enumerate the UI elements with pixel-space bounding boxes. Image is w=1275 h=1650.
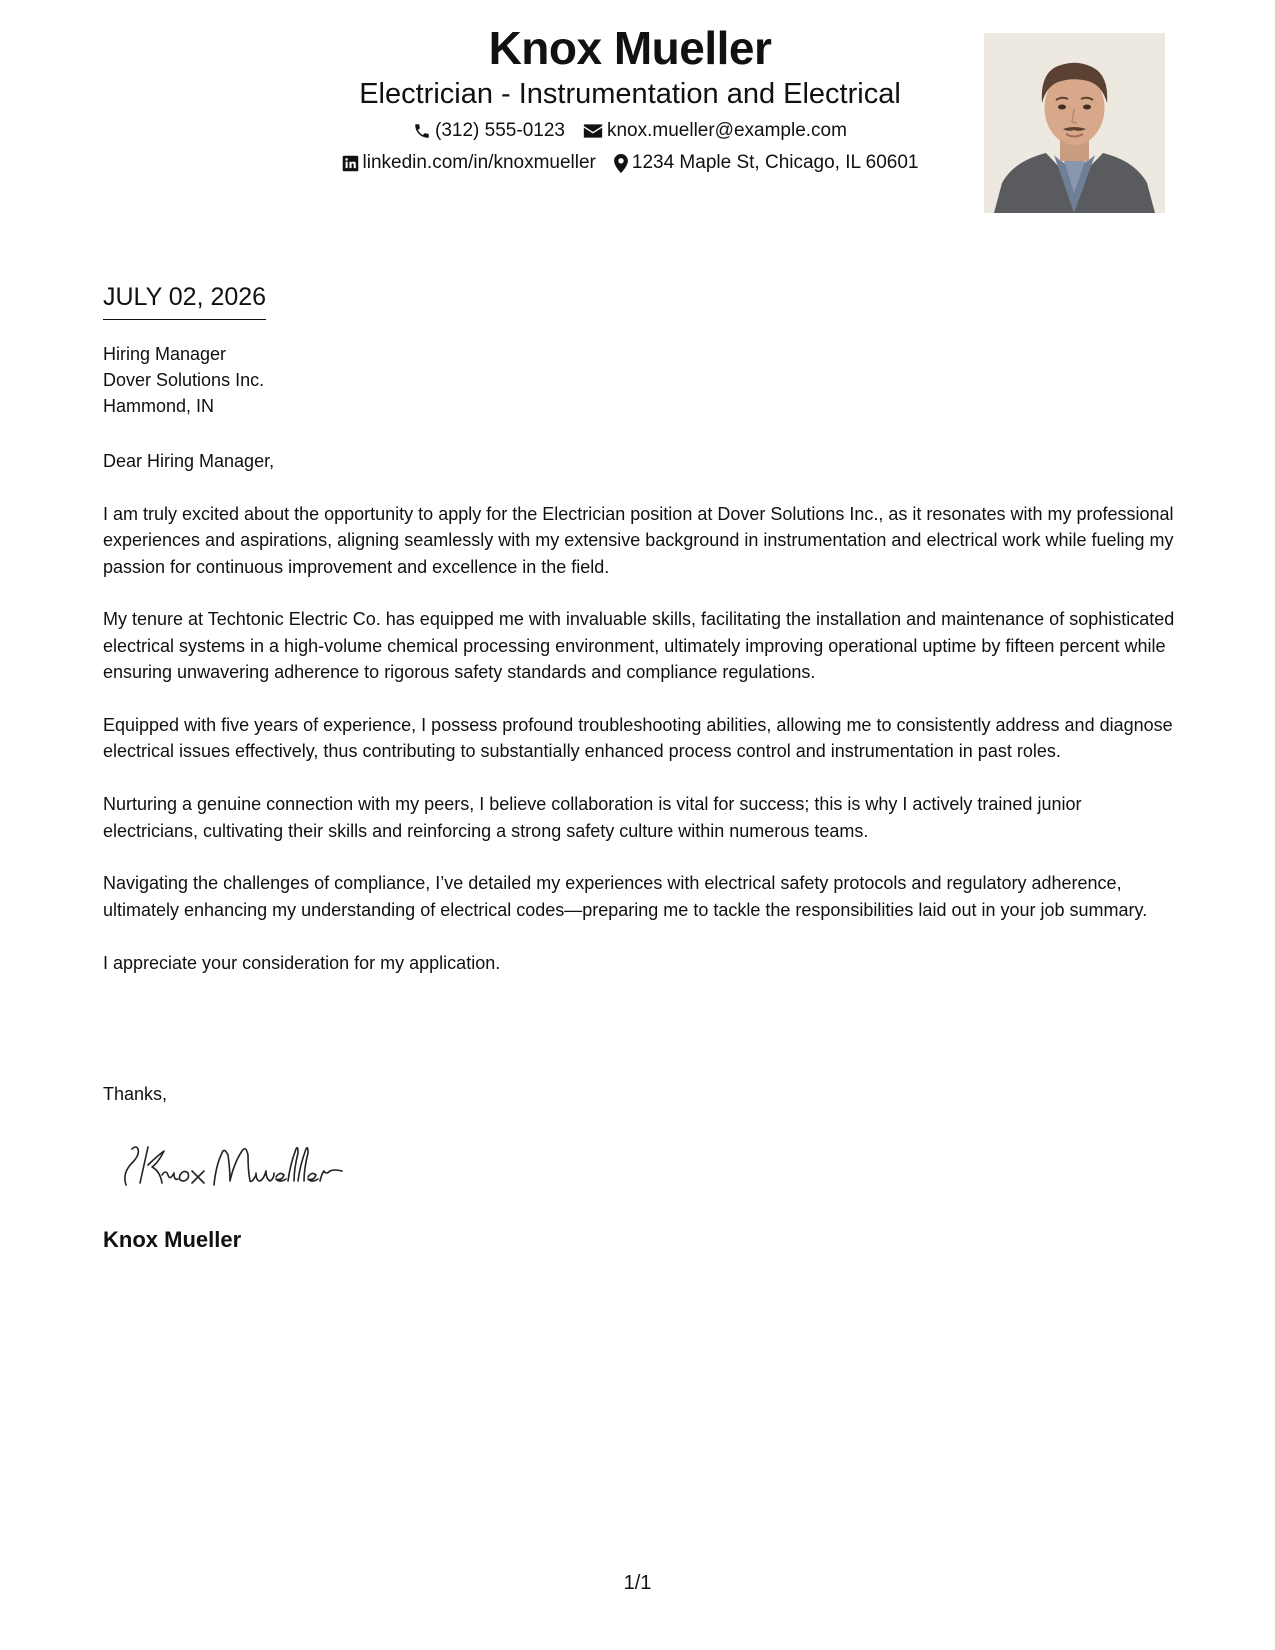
body-paragraph: Navigating the challenges of compliance, I’ve detailed my experiences with electrical safety protocols and regulatory adherence, ultimately enhancing my understanding of electrical codes—preparing me to tackle the responsibilities laid out in your job summary.: [103, 873, 1148, 920]
body-paragraph: My tenure at Techtonic Electric Co. has equipped me with invaluable skills, facilitating the installation and maintenance of sophisticated electrical systems in a high-volume chemical processing environment, ultimately improving operational uptime by fifteen percent while ensuring unwavering adherence to rigorous safety standards and compliance regulations.: [103, 609, 1175, 683]
contact-row-1: [270, 118, 990, 144]
closing: Thanks,: [103, 1084, 168, 1104]
linkedin-url[interactable]: linkedin.com/in/knoxmueller: [362, 152, 596, 173]
salutation: Dear Hiring Manager,: [103, 451, 275, 471]
phone-number: (312) 555-0123: [435, 120, 565, 141]
letter-header: [270, 20, 990, 176]
letter-date-block: [103, 281, 266, 320]
linkedin-contact[interactable]: [342, 150, 596, 176]
body-paragraph: Nurturing a genuine connection with my peers, I believe collaboration is vital for success; this is why I actively trained junior electricians, cultivating their skills and reinforcing a strong safety culture within numerous teams.: [103, 794, 1082, 841]
email-address[interactable]: knox.mueller@example.com: [606, 120, 847, 141]
body-paragraph: I appreciate your consideration for my application.: [103, 952, 501, 973]
handwritten-signature: [118, 1135, 358, 1195]
applicant-name: Knox Mueller: [488, 22, 772, 74]
letter-date: JULY 02, 2026: [103, 281, 266, 320]
body-paragraph: Equipped with five years of experience, I possess profound troubleshooting abilities, allowing me to consistently address and diagnose electrical issues effectively, thus contributing to substantially enhanced process control and instrumentation in past roles.: [103, 715, 1173, 762]
signer-name: Knox Mueller: [103, 1227, 242, 1252]
recipient-block: [103, 341, 264, 419]
recipient-location: Hammond, IN: [103, 396, 215, 416]
contact-row-2: [270, 150, 990, 176]
body-paragraph: I am truly excited about the opportunity to apply for the Electrician position at Dover Solutions Inc., as it resonates with my professional experiences and aspirations, aligning seamlessly with my extensive background in instrumentation and electrical work while fueling my passion for continuous improvement and excellence in the field.: [103, 503, 1174, 577]
recipient-company: Dover Solutions Inc.: [103, 370, 265, 390]
address-contact: [614, 150, 919, 176]
phone-icon: [413, 122, 431, 140]
street-address: 1234 Maple St, Chicago, IL 60601: [631, 152, 919, 173]
email-contact[interactable]: [583, 118, 847, 144]
linkedin-icon: [342, 155, 359, 172]
profile-photo: [984, 33, 1165, 213]
page-number: 1/1: [623, 1572, 652, 1594]
letter-body: [103, 448, 1178, 1002]
map-pin-icon: [614, 154, 628, 173]
recipient-name: Hiring Manager: [103, 344, 227, 364]
applicant-title: Electrician - Instrumentation and Electrical: [359, 78, 901, 110]
phone-contact: [413, 118, 565, 144]
envelope-icon: [583, 123, 603, 139]
